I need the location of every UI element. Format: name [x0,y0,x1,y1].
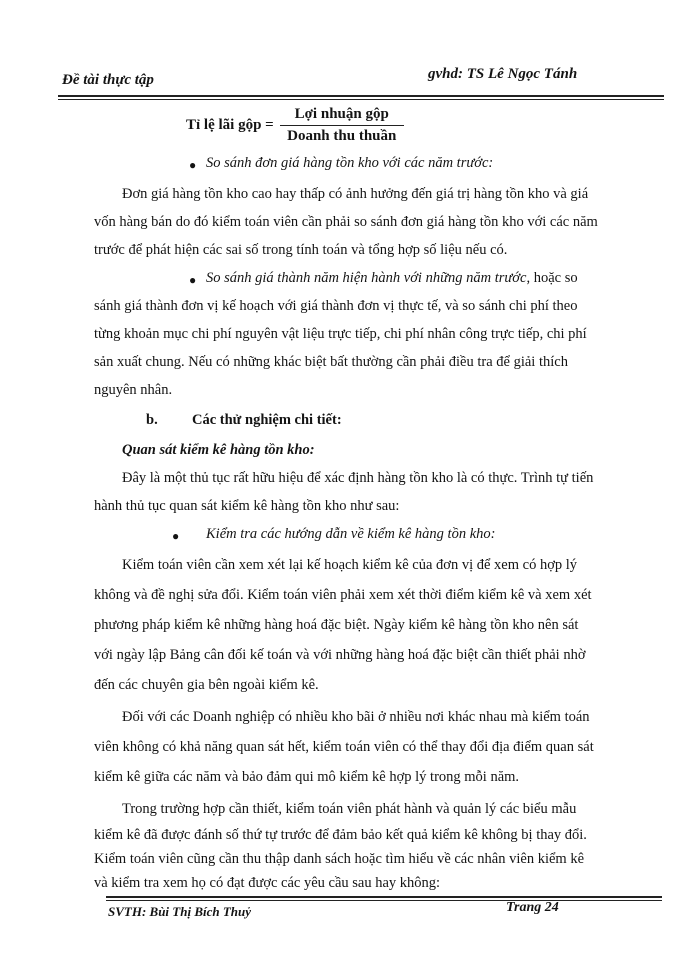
paragraph-line: sản xuất chung. Nếu có những khác biệt bất thường cần phải điều tra để giải thích [94,354,568,370]
formula-numerator: Lợi nhuận gộp [294,106,389,122]
page-number: Trang 24 [506,900,559,915]
paragraph-line: Đơn giá hàng tồn kho cao hay thấp có ảnh hưởng đến giá trị hàng tồn kho và giá [122,186,589,202]
bullet-icon: ● [189,158,197,172]
paragraph-line: Kiểm toán viên cần xem xét lại kế hoạch kiểm kê của đơn vị để xem có hợp lý [122,557,578,573]
bullet-heading: So sánh đơn giá hàng tồn kho với các năm trước: [206,155,494,171]
bullet-heading: Kiểm tra các hướng dẫn về kiểm kê hàng tồn kho: [206,526,496,542]
paragraph-line: viên không có khả năng quan sát hết, kiểm toán viên có thể thay đổi địa điểm quan sát [94,739,594,755]
section-title: Các thử nghiệm chi tiết: [192,412,342,428]
paragraph-line: và kiểm tra xem họ có đạt được các yêu cầu sau hay không: [94,875,441,891]
paragraph-line: trước để phát hiện các sai số trong tính toán và tổng hợp số liệu nếu có. [94,242,508,258]
footer-divider [106,896,662,901]
footer-author: SVTH: Bùi Thị Bích Thuỷ [108,904,252,919]
bullet-heading-continuation: , hoặc so [526,270,578,286]
formula-denominator: Doanh thu thuần [287,128,397,144]
paragraph-line: Trong trường hợp cần thiết, kiểm toán viên phát hành và quản lý các biểu mẫu [122,801,577,817]
paragraph-line: phương pháp kiểm kê những hàng hoá đặc biệt. Ngày kiểm kê hàng tồn kho nên sát [94,617,579,633]
header-divider [58,95,664,100]
paragraph-line: hành thủ tục quan sát kiểm kê hàng tồn kho như sau: [94,498,400,514]
formula-lhs: Tỉ lệ lãi gộp = [186,117,274,133]
bullet-heading-line [206,270,578,287]
paragraph-line: kiểm kê giữa các năm và bảo đảm qui mô kiểm kê hợp lý trong mỗi năm. [94,769,520,785]
subsection-title: Quan sát kiểm kê hàng tồn kho: [122,442,315,458]
paragraph-line: kiểm kê đã được đánh số thứ tự trước để đảm bảo kết quả kiểm kê không bị thay đổi. [94,827,587,843]
paragraph-line: Kiểm toán viên cũng cần thu thập danh sách hoặc tìm hiểu về các nhân viên kiểm kê [94,851,585,867]
bullet-icon: ● [172,529,180,543]
paragraph-line: Đối với các Doanh nghiệp có nhiều kho bãi ở nhiều nơi khác nhau mà kiểm toán [122,709,590,725]
bullet-icon: ● [189,273,197,287]
paragraph-line: từng khoản mục chi phí nguyên vật liệu trực tiếp, chi phí nhân công trực tiếp, chi phí [94,326,587,342]
gross-margin-formula [186,106,404,145]
section-label: b. [146,412,158,428]
formula-fraction [280,106,404,145]
paragraph-line: Đây là một thủ tục rất hữu hiệu để xác định hàng tồn kho là có thực. Trình tự tiến [122,470,594,486]
paragraph-line: sánh giá thành đơn vị kế hoạch với giá thành đơn vị thực tế, và so sánh chi phí theo [94,298,578,314]
header-title: Đề tài thực tập [62,72,154,88]
bullet-heading: So sánh giá thành năm hiện hành với những năm trước [206,270,527,286]
paragraph-line: vốn hàng bán do đó kiểm toán viên cần phải so sánh đơn giá hàng tồn kho với các năm [94,214,598,230]
header-supervisor: gvhd: TS Lê Ngọc Tánh [428,66,578,82]
paragraph-line: nguyên nhân. [94,382,173,398]
paragraph-line: với ngày lập Bảng cân đối kế toán và với những hàng hoá đặc biệt cần thiết phải nhờ [94,647,586,663]
paragraph-line: không và đề nghị sửa đổi. Kiểm toán viên phải xem xét thời điểm kiểm kê và xem xét [94,587,592,603]
paragraph-line: đến các chuyên gia bên ngoài kiểm kê. [94,677,319,693]
